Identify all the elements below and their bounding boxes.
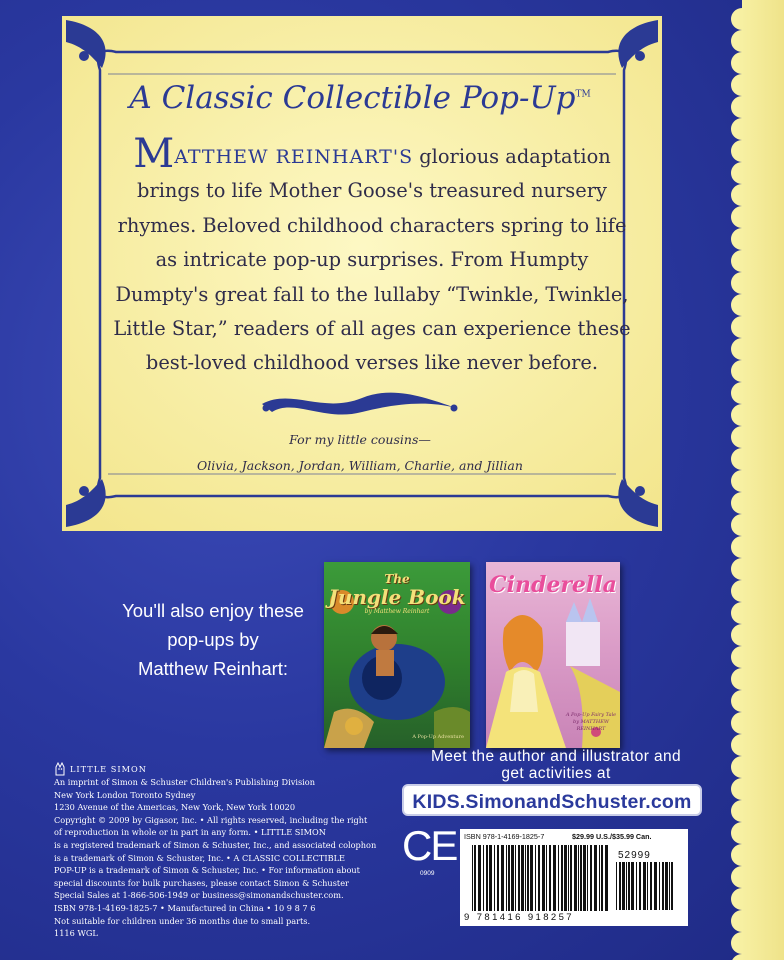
barcode-bar [599, 845, 600, 911]
barcode-bar [478, 845, 481, 911]
cinderella-subtitle-author: A Pop-Up Fairy Tale by MATTHEW REINHART [565, 712, 617, 732]
publisher-line: 1116 WGL [54, 928, 98, 939]
barcode-bar [647, 862, 648, 910]
barcode-addon-digits: 52999 [618, 850, 651, 861]
promo-text [400, 748, 712, 782]
barcode-bar [639, 862, 641, 910]
barcode-bar [628, 862, 630, 910]
barcode-bar [474, 845, 476, 911]
barcode-bar [665, 862, 668, 910]
trademark-mark: TM [575, 89, 591, 100]
ce-mark: CE [402, 822, 457, 869]
jungle-book-cover [324, 562, 470, 748]
barcode-bar [530, 845, 533, 911]
promo-line-1: Meet the author and illustrator and [430, 748, 682, 765]
barcode-bar [494, 845, 495, 911]
barcode-bar [535, 845, 536, 911]
barcode-addon-bars [616, 862, 676, 910]
publisher-line: is a trademark of Simon & Schuster, Inc. • A CLASSIC COLLECTIBLE [54, 852, 345, 863]
barcode-bar [590, 845, 592, 911]
barcode-bar [671, 862, 673, 910]
barcode-bar [518, 845, 520, 911]
dedication-line-2: Olivia, Jackson, Jordan, William, Charlie, and Jillian [197, 458, 523, 473]
barcode-bar [489, 845, 492, 911]
publisher-line: Not suitable for children under 36 months due to small parts. [54, 915, 311, 926]
barcode-digits: 9 781416 918257 [464, 912, 574, 923]
publisher-line: of reproduction in whole or in part in any form. • LITTLE SIMON [54, 827, 326, 838]
barcode-bar [574, 845, 577, 911]
also-enjoy-line-2: pop-ups by [167, 629, 259, 650]
barcode-bar [483, 845, 484, 911]
barcode-bar [662, 862, 664, 910]
barcode-bar [525, 845, 526, 911]
barcode-bar [542, 845, 545, 911]
barcode-bar [643, 862, 646, 910]
price-text: $29.99 U.S./$35.99 Can. [572, 832, 652, 841]
barcode-bar [578, 845, 579, 911]
barcode-main-bars [472, 845, 612, 911]
barcode-bar [553, 845, 556, 911]
barcode-bar [622, 862, 625, 910]
publisher-line: Copyright © 2009 by Gigasor, Inc. • All rights reserved, including the right [54, 814, 368, 825]
cinderella-cover [486, 562, 620, 748]
barcode-bar [515, 845, 516, 911]
barcode-bar [549, 845, 551, 911]
barcode-bar [538, 845, 540, 911]
barcode-bar [568, 845, 569, 911]
isbn-text: ISBN 978-1-4169-1825-7 [464, 832, 545, 841]
barcode-bar [497, 845, 499, 911]
publisher-line: POP-UP is a trademark of Simon & Schuster, Inc. • For information about [54, 865, 360, 876]
barcode-bar [650, 862, 652, 910]
publisher-line: Special Sales at 1-866-506-1949 or business@simonandschuster.com. [54, 890, 344, 901]
cinderella-title: Cinderella [489, 572, 617, 598]
barcode-bar [669, 862, 670, 910]
publisher-line: New York London Toronto Sydney [54, 789, 196, 800]
barcode-bar [511, 845, 514, 911]
also-enjoy-line-1: You'll also enjoy these [122, 600, 304, 621]
description-text: glorious adaptation brings to life Mother Goose's treasured nursery rhymes. Beloved childhood characters spring to life as intricate pop-up surprises. From Humpty Dumpty's great fall to the lullaby “Twinkle, Twinkle, Little Star,” readers of all ages can experience these best-loved childhood verses like never before. [113, 145, 631, 375]
barcode-bar [486, 845, 488, 911]
jungle-book-title: The Jungle Book [328, 572, 466, 609]
publisher-line: An imprint of Simon & Schuster Children's Publishing Division [54, 777, 315, 787]
little-simon-imprint [54, 762, 364, 776]
barcode-bar [527, 845, 529, 911]
barcode-bar [631, 862, 634, 910]
also-enjoy-text [118, 596, 308, 683]
scalloped-edge [712, 0, 784, 960]
barcode-bar [616, 862, 617, 910]
author-name-smallcaps: ATTHEW REINHART'S [174, 146, 414, 168]
barcode-bar [521, 845, 524, 911]
barcode-bar [564, 845, 567, 911]
book-description [112, 131, 632, 381]
jungle-book-subtitle: A Pop-Up Adventure [412, 734, 464, 740]
publisher-line: 1230 Avenue of the Americas, New York, New York 10020 [54, 802, 296, 813]
barcode-bar [561, 845, 563, 911]
barcode-bar [659, 862, 660, 910]
website-url[interactable]: KIDS.SimonandSchuster.com [402, 784, 702, 816]
also-enjoy-line-3: Matthew Reinhart: [137, 658, 289, 679]
dedication-line-1: For my little cousins— [289, 432, 431, 447]
promo-line-2: get activities at [501, 765, 611, 782]
barcode-bar [501, 845, 504, 911]
barcode-bar [583, 845, 586, 911]
barcode-bar [626, 862, 627, 910]
little-simon-logo-icon [54, 762, 66, 776]
dropcap: M [133, 131, 175, 177]
barcode-bar [472, 845, 473, 911]
barcode-bar [654, 862, 657, 910]
barcode-bar [546, 845, 547, 911]
barcode-label [460, 829, 688, 926]
barcode-bar [558, 845, 559, 911]
barcode-bar [508, 845, 510, 911]
publisher-line: special discounts for bulk purchases, please contact Simon & Schuster [54, 877, 349, 888]
jungle-book-author: by Matthew Reinhart [364, 608, 430, 615]
barcode-bar [605, 845, 608, 911]
barcode-bar [580, 845, 582, 911]
barcode-bar [506, 845, 507, 911]
panel-title: A Classic Collectible Pop-Up™ [129, 80, 591, 116]
publisher-lines [54, 776, 377, 940]
barcode-bar [636, 862, 637, 910]
publisher-line: is a registered trademark of Simon & Schuster, Inc., and associated colophon [54, 839, 377, 850]
publisher-line: ISBN 978-1-4169-1825-7 • Manufactured in China • 10 9 8 7 6 [54, 902, 316, 913]
barcode-bar [570, 845, 572, 911]
publisher-info [54, 762, 377, 940]
imprint-name: LITTLE SIMON [70, 763, 147, 774]
print-code: 0909 [420, 870, 435, 877]
barcode-bar [587, 845, 588, 911]
barcode-bar [601, 845, 603, 911]
barcode-bar [594, 845, 597, 911]
barcode-bar [619, 862, 621, 910]
